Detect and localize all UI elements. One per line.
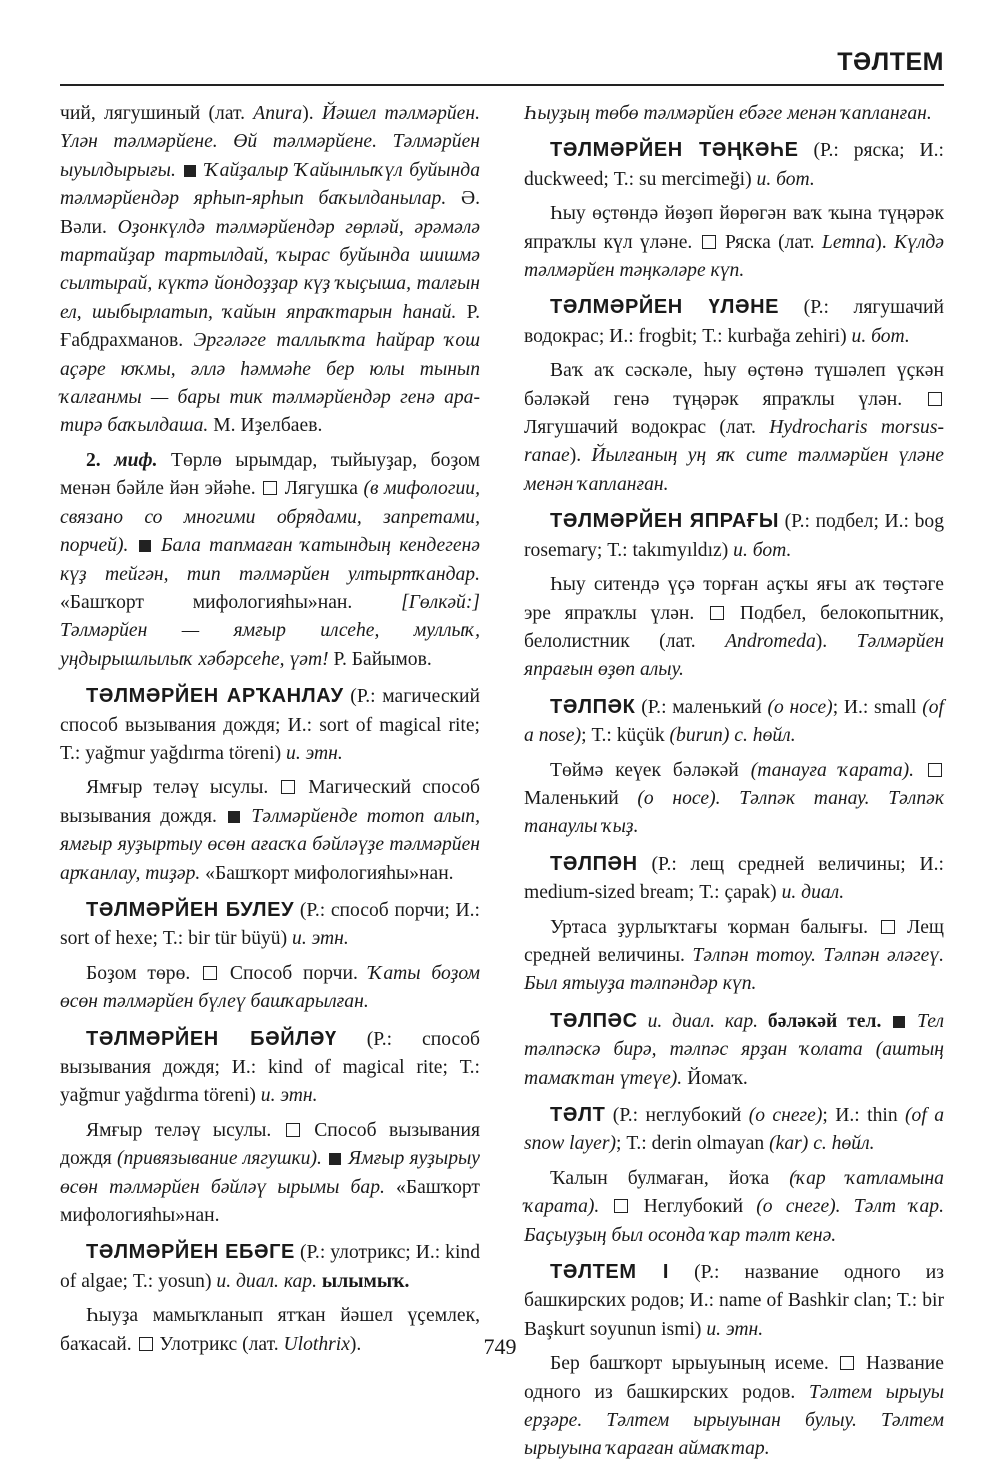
definition: Ямғыр теләү ысулы. Магический способ вызывания дождя. Тәлмәрйенде тотоп алып, ямғыр яуҙыртыу өсөн ағасҡа бәйләүҙе тәлмәрйен арҡанлау, тиҙәр. «Башҡорт мифологияһы»нан. bbox=[60, 777, 480, 884]
definition: Ҡалын булмаған, йоҡа (ҡар ҡатламына ҡарата). Неглубокий (о снеге). Тәлт ҡар. Баҫыуҙың был осонда ҡар тәлт кенә. bbox=[524, 1167, 944, 1246]
sense-2: 2. миф. Төрлө ырымдар, тыйыуҙар, боҙом менән бәйле йән эйәһе. Лягушка (в мифологии, связано со многими обрядами, запретами, порчей). Бала тапмаған ҡатындың кендегенә күҙ тейгән, тип тәлмәрйен ултыртҡандар. «Башҡорт мифологияһы»нан. [Гөлкәй:] Тәлмәрйен — ямғыр илсеһе, муллыҡ, уңдырышлылыҡ хәбәрсеһе, үәт! Р. Байымов. bbox=[60, 449, 481, 670]
left-column bbox=[60, 100, 480, 1359]
filled-square-icon bbox=[228, 811, 240, 823]
entry-taltem-1: ТӘЛТЕМ I (Р.: название одного из башкирских родов; И.: name of Bashkir clan; Т.: bir Başkurt soyunun ismi) и. этн. bbox=[524, 1261, 944, 1340]
header-rule bbox=[60, 84, 944, 86]
square-icon bbox=[263, 481, 277, 495]
square-icon bbox=[286, 1123, 300, 1137]
entry-talpas: ТӘЛПӘС и. диал. кар. бәләкәй тел. Тел тәлпәскә бирә, тәлпәс ярҙан ҡолата (аштың тамаҡтан үтеүе). Йомаҡ. bbox=[524, 1009, 945, 1089]
headword: ТӘЛПӘС bbox=[550, 1009, 638, 1032]
square-icon bbox=[928, 392, 942, 406]
filled-square-icon bbox=[893, 1016, 905, 1028]
entry-talmarien-buleu: ТӘЛМӘРЙЕН БУЛЕУ (Р.: способ порчи; И.: sort of hexe; Т.: bir tür büyü) и. этн. bbox=[60, 898, 480, 950]
definition: Боҙом төрө. Способ порчи. Ҡаты боҙом өсөн тәлмәрйен бүлеү башҡарылған. bbox=[60, 962, 480, 1013]
entry-talpak: ТӘЛПӘК (Р.: маленький (о носе); И.: small (of a nose); Т.: küçük (burun) с. һөйл. bbox=[524, 695, 944, 747]
square-icon bbox=[203, 966, 217, 980]
headword: ТӘЛМӘРЙЕН БӘЙЛӘҮ bbox=[86, 1027, 337, 1050]
entry-continuation: чий, лягушиный (лат. Anura). Йәшел тәлмәрйен. Үлән тәлмәрйене. Өй тәлмәрйене. Тәлмәрйен ыуылдырығы. Ҡайҙалыр Ҡайынлыҡүл буйында тәлмәрйендәр ярһып-ярһып баҡылданылар. Ә. Вәли. Оҙонкүлдә тәлмәрйендәр гөрләй, әрәмәлә тартайҙар тартылдай, ҡырас буйында шишмә сылтырай, күктә йондоҙҙар күҙ ҡыҫыша, талғын ел, шыбырлатып, ҡайын япраҡтарын һанай. Р. Ғабдрахманов. Эргәләге таллыҡта һайрар ҡош аҫәре юҡмы, әллә һәммәһе бер юлы тынып ҡалғанмы — бары тик тәлмәрйендәр генә ара-тирә баҡылдаша. М. Иҙелбаев. bbox=[60, 103, 481, 437]
definition: Бер башҡорт ырыуының исеме. Название одного из башкирских родов. Тәлтем ырыуы ерҙәре. Тәлтем ырыуынан булыу. Тәлтем ырыуына ҡараған аймаҡтар. bbox=[524, 1353, 944, 1460]
filled-square-icon bbox=[184, 165, 196, 177]
definition: Ямғыр теләү ысулы. Способ вызывания дождя (привязывание лягушки). Ямғыр яуҙырыу өсөн тәлмәрйен бәйләү ырымы бар. «Башҡорт мифологияһы»нан. bbox=[60, 1119, 480, 1227]
definition: Һыуҙа мамыҡланып ятҡан йәшел үҫемлек, баҡасай. Улотрикс (лат. Ulothrix). bbox=[60, 1305, 480, 1355]
headword: ТӘЛМӘРЙЕН ҮЛӘНЕ bbox=[550, 296, 780, 319]
square-icon bbox=[710, 606, 724, 620]
entry-talt: ТӘЛТ (Р.: неглубокий (о снеге); И.: thin (of a snow layer); Т.: derin olmayan (kar) с. һөйл. bbox=[524, 1104, 944, 1155]
headword: ТӘЛТ bbox=[550, 1104, 606, 1126]
headword: ТӘЛТЕМ I bbox=[550, 1261, 670, 1284]
square-icon bbox=[928, 763, 942, 777]
headword: ТӘЛПӘН bbox=[550, 852, 638, 875]
entry-talmarien-yapragy: ТӘЛМӘРЙЕН ЯПРАҒЫ (Р.: подбел; И.: bog rosemary; Т.: takımyıldız) и. бот. bbox=[524, 510, 945, 561]
page-number: 749 bbox=[483, 1334, 517, 1359]
definition: Ваҡ аҡ сәскәле, һыу өҫтөнә түшәлеп үҫкән бәләкәй генә түңәрәк япраҡлы үлән. Лягушачий водокрас (лат. Hydrocharis morsus-ranae). Йылғаның уң яҡ ситe тәлмәрйен үләне менән ҡапланған. bbox=[524, 360, 944, 495]
entry-talmarien-bailau: ТӘЛМӘРЙЕН БӘЙЛӘҮ (Р.: способ вызывания дождя; И.: kind of magical rite; Т.: yağmur yağdırma töreni) и. этн. bbox=[60, 1027, 480, 1107]
square-icon bbox=[881, 920, 895, 934]
square-icon bbox=[281, 780, 295, 794]
entry-talmarien-tankahe: ТӘЛМӘРЙЕН ТӘҢКӘҺЕ (Р.: ряска; И.: duckweed; Т.: su mercimeği) и. бот. bbox=[524, 139, 944, 190]
headword: ТӘЛМӘРЙЕН АРҠАНЛАУ bbox=[86, 685, 344, 708]
square-icon bbox=[614, 1199, 628, 1213]
square-icon bbox=[702, 235, 716, 249]
right-column bbox=[524, 100, 944, 1464]
headword: ТӘЛПӘК bbox=[550, 695, 636, 718]
definition: Уртаса ҙурлыҡтағы ҡорман балығы. Лещ средней величины. Тәлпән тотоу. Тәлпән әләгеү. Был ятыуҙа тәлпәндәр күп. bbox=[524, 916, 945, 995]
headword: ТӘЛМӘРЙЕН ЯПРАҒЫ bbox=[550, 510, 780, 533]
headword: ТӘЛМӘРЙЕН БУЛЕУ bbox=[86, 898, 295, 921]
headword: ТӘЛМӘРЙЕН ТӘҢКӘҺЕ bbox=[550, 139, 799, 162]
entry-talmarien-arkanlau: ТӘЛМӘРЙЕН АРҠАНЛАУ (Р.: магический способ вызывания дождя; И.: sort of magical rite; Т.: yağmur yağdırma töreni) и. этн. bbox=[60, 685, 481, 764]
running-head: ТӘЛТЕМ bbox=[837, 48, 944, 76]
entry-talpan: ТӘЛПӘН (Р.: лещ средней величины; И.: medium-sized bream; Т.: çapak) и. диал. bbox=[524, 852, 944, 904]
headword: ТӘЛМӘРЙЕН ЕБӘГЕ bbox=[86, 1241, 295, 1264]
filled-square-icon bbox=[139, 540, 151, 552]
definition: Һыу өҫтөндә йөҙөп йөрөгән ваҡ ҡына түңәрәк япраҡлы күл үләне. Ряска (лат. Lemna). Күлдә тәлмәрйен тәңкәләре күп. bbox=[524, 203, 944, 282]
filled-square-icon bbox=[329, 1153, 341, 1165]
entry-talmarien-ebage: ТӘЛМӘРЙЕН ЕБӘГЕ (Р.: улотрикс; И.: kind of algae; Т.: yosun) и. диал. кар. ылымыҡ. bbox=[60, 1241, 481, 1292]
definition: Һыу ситендә үҫә торған аҫҡы яғы аҡ төҫтәге эре япраҡлы үлән. Подбел, белокопытник, белолистник (лат. Andromeda). Тәлмәрйен япрағын өҙөп алыу. bbox=[524, 574, 944, 681]
entry-continuation: Һыуҙың төбө тәлмәрйен ебәге менән ҡапланған. bbox=[524, 103, 932, 124]
definition: Төймә кеүек бәләкәй (танауға ҡарата). Маленький (о носе). Тәлпәк танау. Тәлпәк танаулы ҡыҙ. bbox=[524, 759, 945, 838]
entry-talmarien-ulane: ТӘЛМӘРЙЕН ҮЛӘНЕ (Р.: лягушачий водокрас; И.: frogbit; Т.: kurbağa zehiri) и. бот. bbox=[524, 296, 944, 347]
